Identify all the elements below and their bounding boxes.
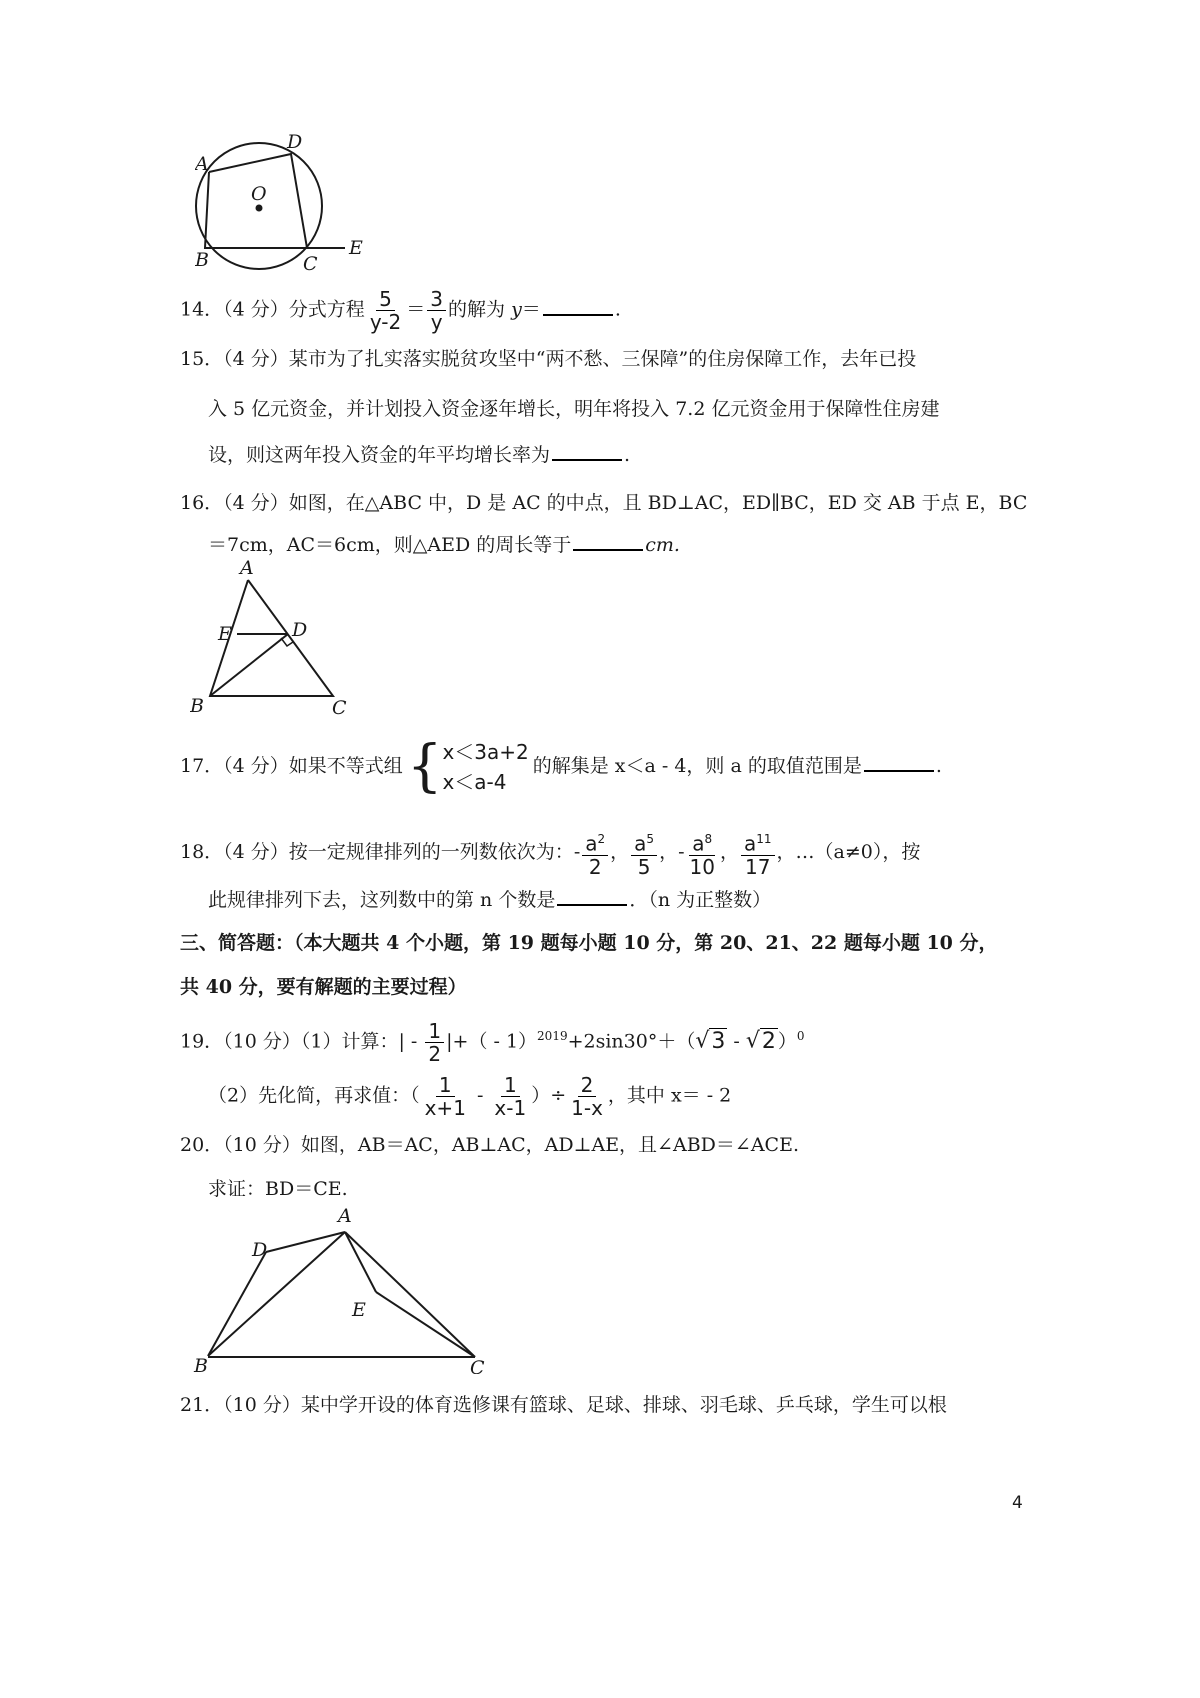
- label-E: E: [349, 237, 363, 259]
- question-15-line2: 入 5 亿元资金，并计划投入资金逐年增长，明年将投入 7.2 亿元资金用于保障性住房建: [208, 398, 940, 420]
- question-16-line1: 16．（4 分）如图，在△ABC 中，D 是 AC 的中点，且 BD⊥AC，ED∥BC，ED 交 AB 于点 E，BC: [180, 492, 1028, 514]
- question-19-part2: （2）先化简，再求值：（ $\frac{1}{x+1}$ - $\frac{1}{x-1}$ ）÷ $\frac{2}{1-x}$ ，其中 x＝ - 2: [208, 1073, 732, 1120]
- label-E: E: [352, 1299, 366, 1321]
- fraction: $\frac{a^2}{2}$: [582, 828, 608, 878]
- fraction: $\frac{a^5}{5}$: [631, 828, 657, 878]
- answer-blank: [557, 886, 627, 906]
- label-C: C: [470, 1357, 485, 1374]
- label-C: C: [303, 253, 318, 275]
- question-15-line3: 设，则这两年投入资金的年平均增长率为 .: [208, 440, 630, 470]
- label-E: E: [218, 623, 232, 645]
- section-3-heading-line2: 共 40 分，要有解题的主要过程）: [180, 976, 467, 998]
- fraction: $\frac{1}{x+1}$: [424, 1073, 466, 1120]
- label-A: A: [338, 1205, 352, 1227]
- label-O: O: [251, 183, 267, 205]
- question-19-part1: 19．（10 分）（1）计算：| - $\frac{1}{2}$ |+（ - 1）$^{2019}$+2sin30°＋（√3 - √2 ）$^0$: [180, 1019, 805, 1066]
- page-number: 4: [1012, 1493, 1023, 1513]
- label-B: B: [190, 695, 204, 717]
- question-20-line1: 20．（10 分）如图，AB＝AC，AB⊥AC，AD⊥AE，且∠ABD＝∠ACE.: [180, 1134, 799, 1156]
- question-16-line2: ＝7cm，AC＝6cm，则△AED 的周长等于 cm.: [208, 530, 680, 560]
- question-18-line2: 此规律排列下去，这列数中的第 n 个数是 ．（n 为正整数）: [208, 885, 771, 915]
- question-15-line1: 15．（4 分）某市为了扎实落实脱贫攻坚中“两不愁、三保障”的住房保障工作，去年已投: [180, 348, 917, 370]
- question-21-line1: 21．（10 分）某中学开设的体育选修课有篮球、足球、排球、羽毛球、乒乓球，学生可以根: [180, 1394, 947, 1416]
- figure-circle-quadrilateral: [195, 130, 385, 280]
- question-18-line1: 18．（4 分）按一定规律排列的一列数依次为：- $\frac{a^2}{2}$ ， $\frac{a^5}{5}$ ，- $\frac{a^8}{10}$ ， $\frac{a^{11}}{17}$ ，…（a≠0），按: [180, 828, 920, 878]
- label-D: D: [292, 619, 308, 641]
- label-C: C: [332, 697, 347, 719]
- label-A: A: [195, 153, 209, 175]
- fraction: $\frac{a^8}{10}$: [687, 828, 718, 878]
- label-A: A: [240, 560, 254, 579]
- fraction: $\frac{1}{x-1}$: [494, 1073, 527, 1120]
- label-B: B: [195, 249, 209, 271]
- label-D: D: [287, 131, 303, 153]
- answer-blank: [864, 752, 934, 772]
- fraction: $\frac{a^{11}}{17}$: [741, 828, 775, 878]
- question-17: 17．（4 分）如果不等式组 { x＜3a+2 x＜a-4 的解集是 x＜a - 4，则 a 的取值范围是 .: [180, 734, 942, 799]
- answer-blank: [543, 296, 613, 316]
- fraction: $\frac{3}{y}$: [427, 288, 446, 333]
- figure-triangle-abc: [190, 560, 370, 720]
- figure-quadrilateral: [190, 1204, 520, 1374]
- fraction: $\frac{2}{1-x}$: [571, 1073, 603, 1120]
- fraction: $\frac{1}{2}$: [425, 1020, 444, 1065]
- label-D: D: [252, 1239, 268, 1261]
- question-14: 14．（4 分）分式方程 $\frac{5}{y-2}$ ＝ $\frac{3}{y}$ 的解为 y＝ .: [180, 287, 621, 334]
- question-20-line2: 求证：BD＝CE.: [208, 1178, 348, 1200]
- fraction: $\frac{5}{y-2}$: [369, 287, 402, 334]
- answer-blank: [573, 531, 643, 551]
- label-B: B: [194, 1355, 208, 1374]
- section-3-heading-line1: 三、简答题：（本大题共 4 个小题，第 19 题每小题 10 分，第 20、21、22 题每小题 10 分，: [180, 932, 998, 954]
- sqrt-3: √3: [695, 1028, 726, 1054]
- sqrt-2: √2: [745, 1028, 776, 1054]
- answer-blank: [552, 441, 622, 461]
- inequality-system: { x＜3a+2 x＜a-4: [406, 734, 529, 799]
